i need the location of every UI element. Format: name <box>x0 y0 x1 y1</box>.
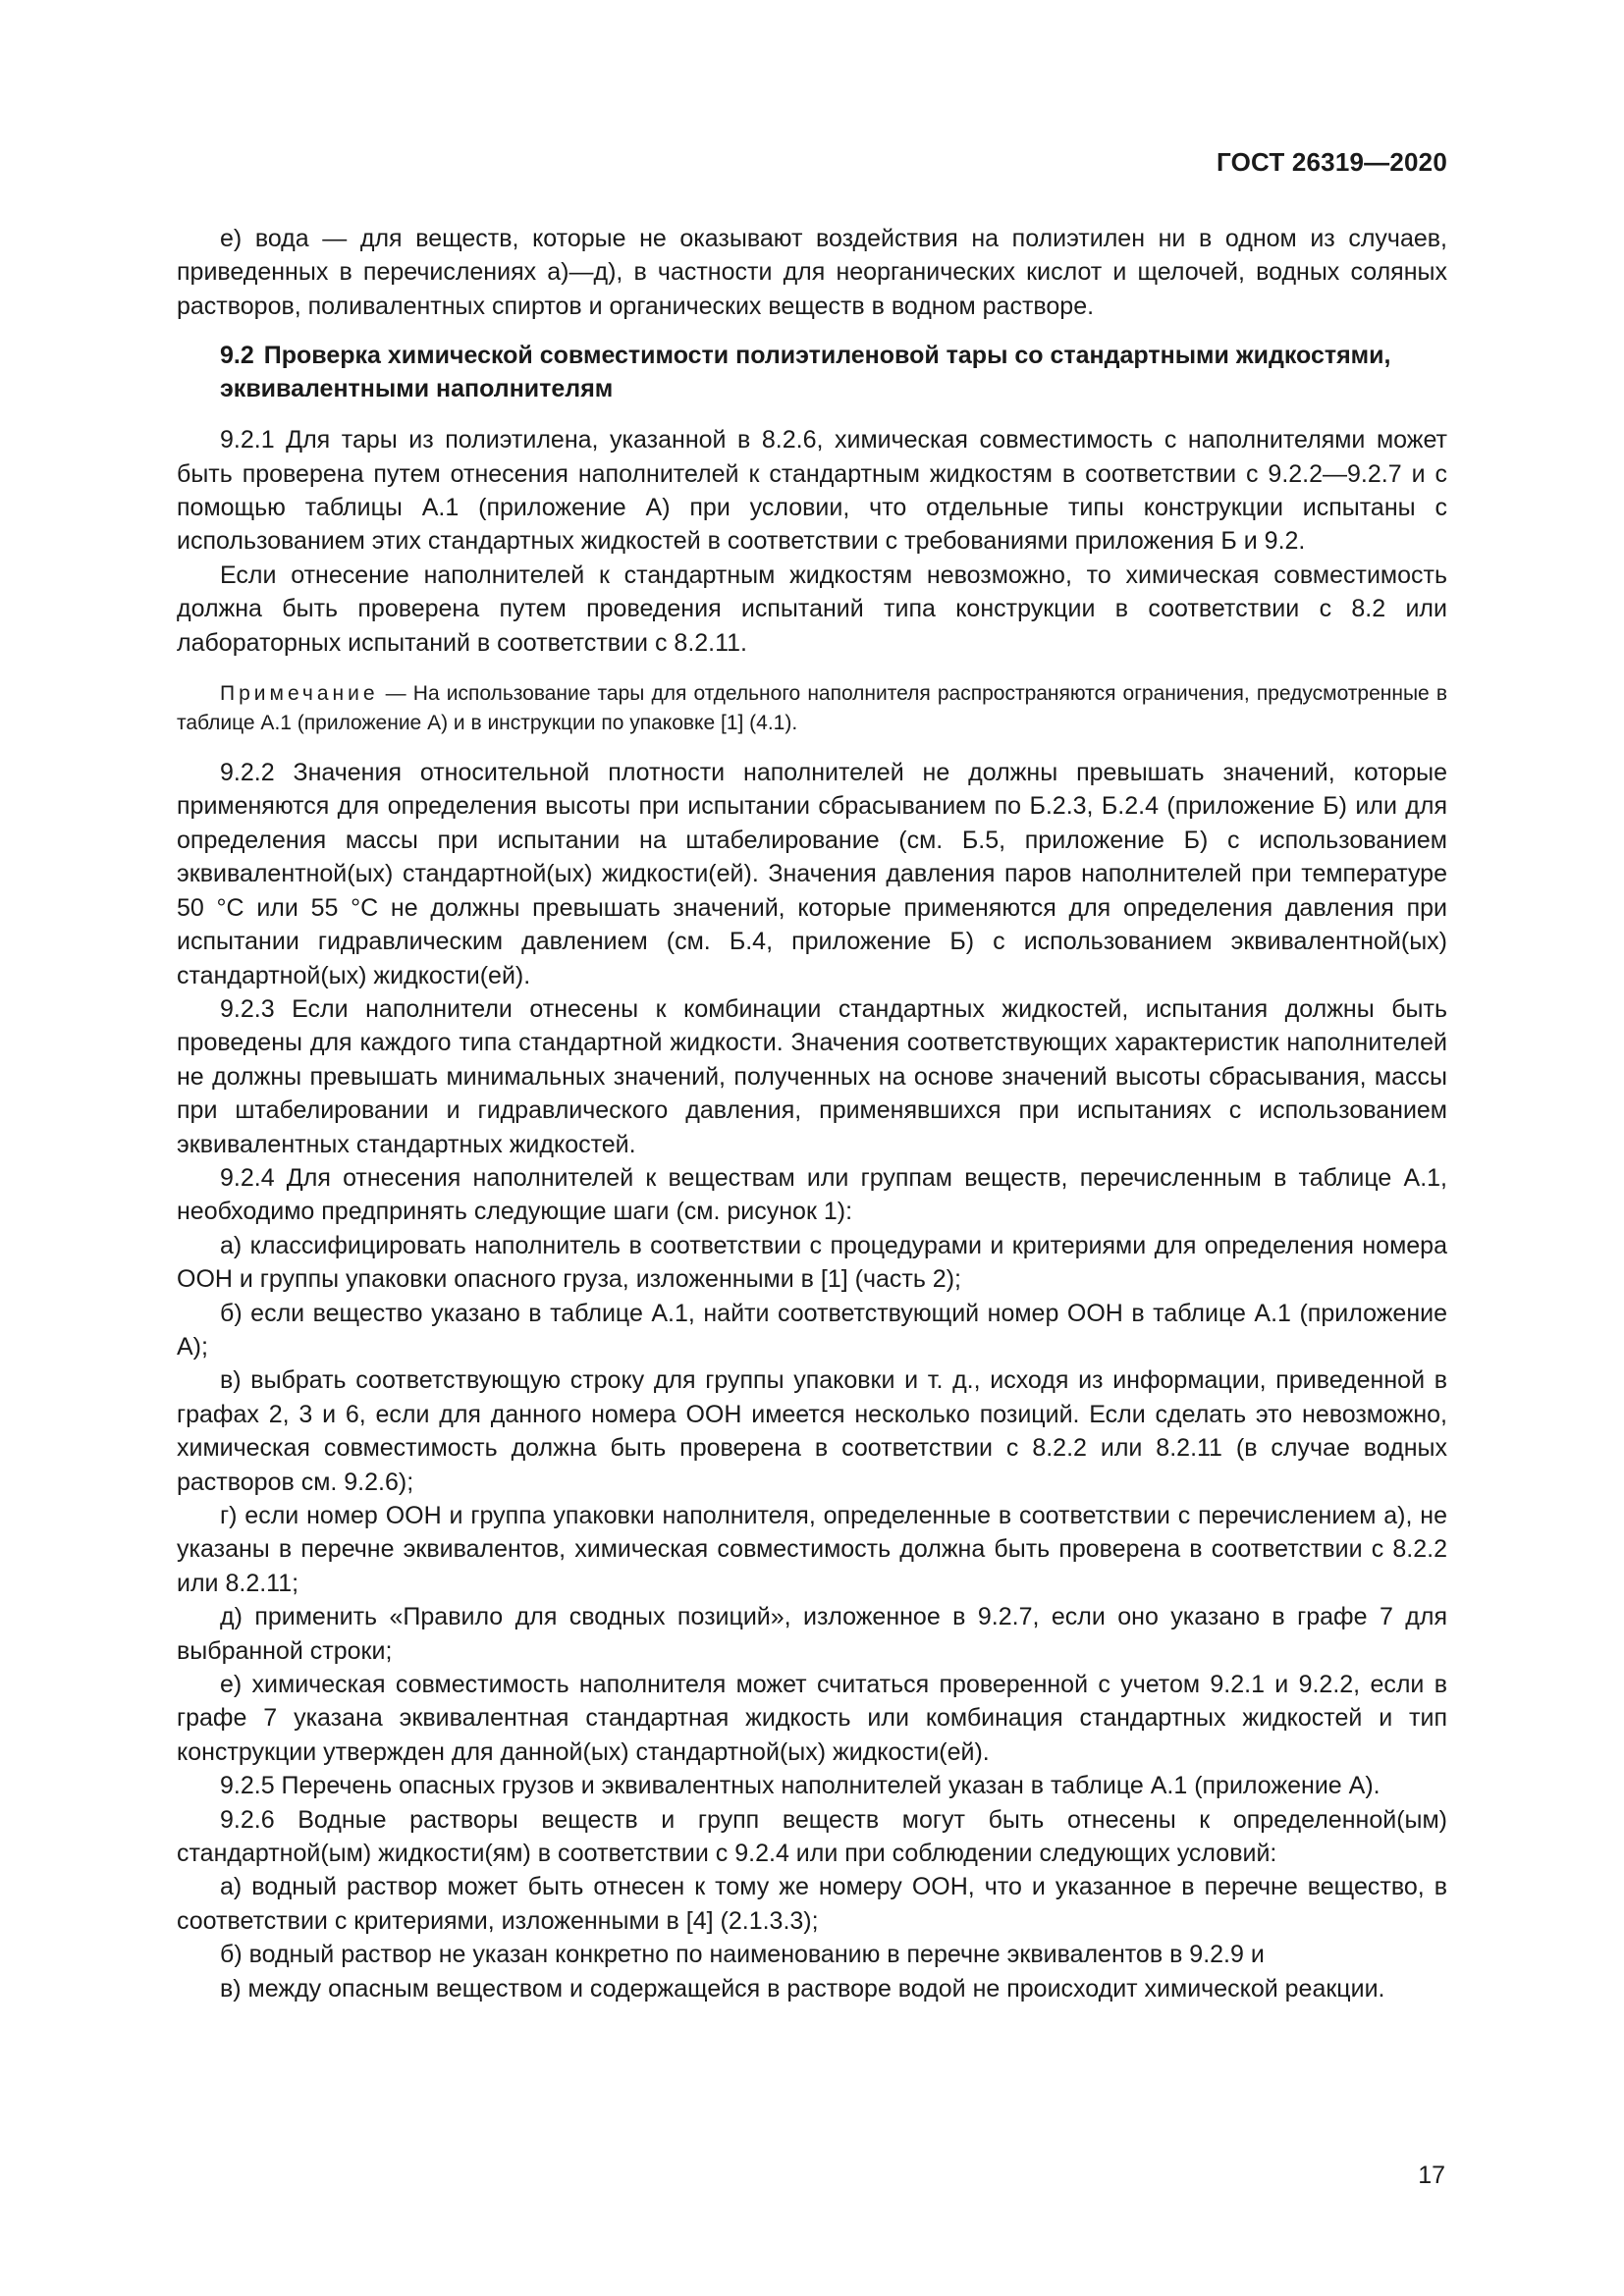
paragraph-9-2-4: 9.2.4 Для отнесения наполнителей к веществам или группам веществ, перечисленным в таблице А.1, необходимо предпринять следующие шаги (см. рисунок 1): <box>177 1163 1447 1226</box>
paragraph-9-2-1-cont: Если отнесение наполнителей к стандартным жидкостям невозможно, то химическая совместимость должна быть проверена путем проведения испытаний типа конструкции в соответствии с 8.2 или лабораторных испытаний в соответствии с 8.2.11. <box>177 561 1447 657</box>
list-item-a: а) классифицировать наполнитель в соответствии с процедурами и критериями для определения номера ООН и группы упаковки опасного груза, изложенными в [1] (часть 2); <box>177 1231 1447 1294</box>
note-text: — На использование тары для отдельного наполнителя распространяются ограничения, предусмотренные в таблице А.1 (приложение А) и в инструкции по упаковке [1] (4.1). <box>177 682 1447 735</box>
note <box>177 679 1447 738</box>
list-item-a-2: а) водный раствор может быть отнесен к тому же номеру ООН, что и указанное в перечне вещество, в соответствии с критериями, изложенными в [4] (2.1.3.3); <box>177 1873 1447 1935</box>
list-item-b: б) если вещество указано в таблице А.1, найти соответствующий номер ООН в таблице А.1 (приложение А); <box>177 1299 1447 1361</box>
page-number: 17 <box>1418 2162 1445 2189</box>
document-body <box>177 222 1447 2005</box>
section-number: 9.2 <box>220 342 254 370</box>
section-heading-9-2 <box>177 339 1447 405</box>
paragraph-item-e: е) вода — для веществ, которые не оказывают воздействия на полиэтилен ни в одном из случаев, приведенных в перечислениях а)—д), в частности для неорганических кислот и щелочей, водных соляных растворов, поливалентных спиртов и органических веществ в водном растворе. <box>177 225 1447 320</box>
list-item-g: г) если номер ООН и группа упаковки наполнителя, определенные в соответствии с перечислением а), не указаны в перечне эквивалентов, химическая совместимость должна быть проверена в соответствии с 8.2.2 или 8.2.11; <box>177 1502 1447 1597</box>
paragraph-9-2-5: 9.2.5 Перечень опасных грузов и эквивалентных наполнителей указан в таблице А.1 (приложение А). <box>220 1772 1380 1800</box>
document-id-header: ГОСТ 26319—2020 <box>1217 147 1447 177</box>
paragraph-9-2-2: 9.2.2 Значения относительной плотности наполнителей не должны превышать значений, которые применяются для определения высоты при испытании сбрасыванием по Б.2.3, Б.2.4 (приложение Б) или для определения массы при испытании на штабелирование (см. Б.5, приложение Б) с использованием эквивалентной(ых) стандартной(ых) жидкости(ей). Значения давления паров наполнителей при температуре 50 °С или 55 °С не должны превышать значений, которые применяются для определения давления при испытании гидравлическим давлением (см. Б.4, приложение Б) с использованием эквивалентной(ых) стандартной(ых) жидкости(ей). <box>177 759 1447 989</box>
list-item-b-2: б) водный раствор не указан конкретно по наименованию в перечне эквивалентов в 9.2.9 и <box>220 1941 1265 1969</box>
list-item-v-2: в) между опасным веществом и содержащейся в растворе водой не происходит химической реакции. <box>220 1974 1385 2002</box>
paragraph-9-2-3: 9.2.3 Если наполнители отнесены к комбинации стандартных жидкостей, испытания должны быть проведены для каждого типа стандартной жидкости. Значения соответствующих характеристик наполнителей не должны превышать минимальных значений, полученных на основе значений высоты сбрасывания, массы при штабелировании и гидравлического давления, применявшихся при испытаниях с использованием эквивалентных стандартных жидкостей. <box>177 994 1447 1158</box>
list-item-d: д) применить «Правило для сводных позиций», изложенное в 9.2.7, если оно указано в графе 7 для выбранной строки; <box>177 1603 1447 1665</box>
paragraph-9-2-1: 9.2.1 Для тары из полиэтилена, указанной в 8.2.6, химическая совместимость с наполнителями может быть проверена путем отнесения наполнителей к стандартным жидкостям в соответствии с 9.2.2—9.2.7 и с помощью таблицы А.1 (приложение А) при условии, что отдельные типы конструкции испытаны с использованием этих стандартных жидкостей в соответствии с требованиями приложения Б и 9.2. <box>177 426 1447 556</box>
section-title: Проверка химической совместимости полиэтиленовой тары со стандартными жидкостями, эквивалентными наполнителям <box>220 342 1391 403</box>
paragraph-9-2-6: 9.2.6 Водные растворы веществ и групп веществ могут быть отнесены к определенной(ым) стандартной(ым) жидкости(ям) в соответствии с 9.2.4 или при соблюдении следующих условий: <box>177 1805 1447 1868</box>
list-item-v: в) выбрать соответствующую строку для группы упаковки и т. д., исходя из информации, приведенной в графах 2, 3 и 6, если для данного номера ООН имеется несколько позиций. Если сделать это невозможно, химическая совместимость должна быть проверена в соответствии с 8.2.2 или 8.2.11 (в случае водных растворов см. 9.2.6); <box>177 1366 1447 1496</box>
list-item-e: е) химическая совместимость наполнителя может считаться проверенной с учетом 9.2.1 и 9.2.2, если в графе 7 указана эквивалентная стандартная жидкость или комбинация стандартных жидкостей и тип конструкции утвержден для данной(ых) стандартной(ых) жидкости(ей). <box>177 1671 1447 1766</box>
note-label: Примечание <box>220 682 379 706</box>
